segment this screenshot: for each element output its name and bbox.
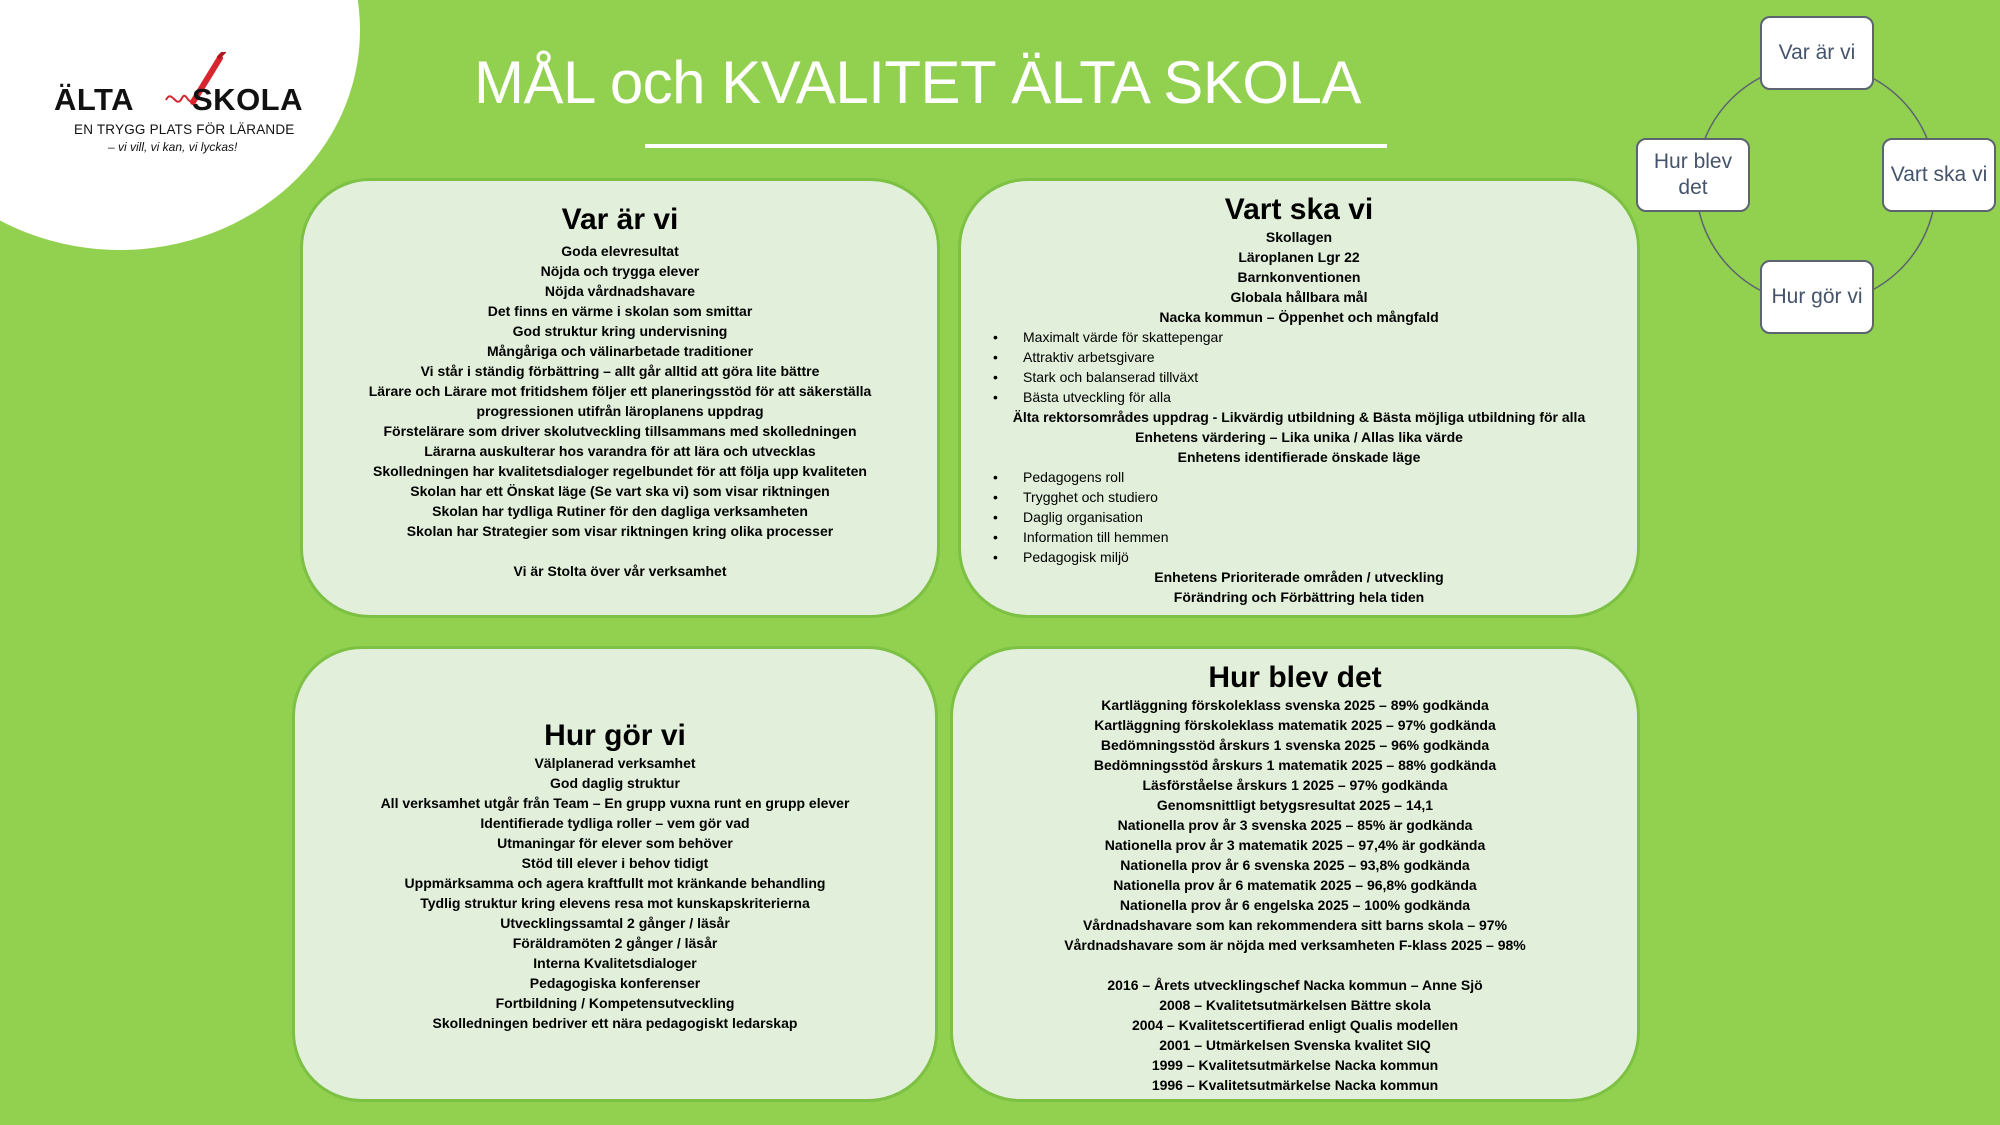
list-item: Skolan har Strategier som visar riktningen kring olika processer	[406, 523, 834, 539]
page-title-prefix: MÅL och KVALITET	[474, 49, 1012, 116]
list-item: Föräldramöten 2 gånger / läsår	[512, 935, 718, 951]
cycle-node-vart-ska-vi: Vart ska vi	[1882, 138, 1996, 212]
card-lines	[961, 227, 1637, 327]
list-item: Utvecklingssamtal 2 gånger / läsår	[500, 915, 730, 931]
result-item: Bedömningsstöd årskurs 1 svenska 2025 – 96% godkända	[1100, 737, 1490, 753]
list-item: Identifierade tydliga roller – vem gör vad	[480, 815, 750, 831]
logo-right-word: SKOLA	[192, 82, 303, 117]
award-item: 2016 – Årets utvecklingschef Nacka kommun – Anne Sjö	[1107, 977, 1483, 993]
result-item: Vårdnadshavare som kan rekommendera sitt barns skola – 97%	[1082, 917, 1508, 933]
list-item: Globala hållbara mål	[1230, 289, 1368, 305]
list-item: Nöjda och trygga elever	[540, 263, 700, 279]
list-item: Skollagen	[1265, 229, 1333, 245]
list-item: Enhetens identifierade önskade läge	[1177, 449, 1421, 465]
list-item: Förstelärare som driver skolutveckling tillsammans med skolledningen	[383, 423, 857, 439]
card-heading: Var är vi	[561, 203, 679, 236]
award-item: 2008 – Kvalitetsutmärkelsen Bättre skola	[1159, 997, 1431, 1013]
card-lines	[961, 407, 1637, 467]
list-item: Nöjda vårdnadshavare	[544, 283, 696, 299]
card-vart-ska-vi	[958, 178, 1640, 618]
cycle-node-hur-gor-vi: Hur gör vi	[1760, 260, 1874, 334]
result-item: Nationella prov år 6 engelska 2025 – 100% godkända	[1119, 897, 1471, 913]
list-item: Pedagogiska konferenser	[529, 975, 701, 991]
card-heading: Vart ska vi	[1224, 193, 1374, 226]
list-item: God struktur kring undervisning	[512, 323, 728, 339]
list-item: Barnkonventionen	[1237, 269, 1361, 285]
spacer	[303, 541, 937, 561]
list-item: Tydlig struktur kring elevens resa mot kunskapskriterierna	[420, 895, 810, 911]
list-item: Skolledningen har kvalitetsdialoger regelbundet för att följa upp kvaliteten	[373, 463, 867, 479]
result-item: Kartläggning förskoleklass svenska 2025 – 89% godkända	[1101, 697, 1489, 713]
list-item: Älta rektorsområdes uppdrag - Likvärdig utbildning & Bästa möjliga utbildning för alla	[1012, 409, 1586, 425]
bullet-item: • Pedagogisk miljö	[1023, 547, 1637, 567]
list-item: Det finns en värme i skolan som smittar	[487, 303, 753, 319]
list-item: Läroplanen Lgr 22	[1238, 249, 1360, 265]
card-var-ar-vi	[300, 178, 940, 618]
list-item: Enhetens värdering – Lika unika / Allas lika värde	[1135, 429, 1463, 445]
result-item: Bedömningsstöd årskurs 1 matematik 2025 – 88% godkända	[1093, 757, 1497, 773]
logo-tagline: EN TRYGG PLATS FÖR LÄRANDE	[74, 122, 295, 137]
closing-statement: Vi är Stolta över vår verksamhet	[513, 563, 727, 579]
logo-left-word: ÄLTA	[54, 82, 135, 117]
result-item: Kartläggning förskoleklass matematik 2025 – 97% godkända	[1094, 717, 1496, 733]
list-item: Enhetens Prioriterade områden / utveckling	[1154, 569, 1444, 585]
list-item: progressionen utifrån läroplanens uppdrag	[476, 403, 764, 419]
list-item: Skolan har tydliga Rutiner för den dagliga verksamheten	[432, 503, 808, 519]
card-lines	[961, 567, 1637, 607]
result-item: Läsförståelse årskurs 1 2025 – 97% godkända	[1142, 777, 1448, 793]
bullet-item: • Pedagogens roll	[1023, 467, 1637, 487]
bullet-item: • Trygghet och studiero	[1023, 487, 1637, 507]
list-item: Förändring och Förbättring hela tiden	[1173, 589, 1425, 605]
result-item: Genomsnittligt betygsresultat 2025 – 14,1	[1156, 797, 1434, 813]
cycle-diagram	[1632, 14, 2000, 344]
list-item: God daglig struktur	[550, 775, 680, 791]
card-lines	[295, 753, 935, 1033]
title-underline	[645, 144, 1387, 148]
logo-motto: – vi vill, vi kan, vi lyckas!	[108, 140, 238, 154]
card-lines	[303, 241, 937, 581]
card-lines	[953, 695, 1637, 1095]
result-item: Nationella prov år 3 matematik 2025 – 97,4% är godkända	[1104, 837, 1486, 853]
list-item: Välplanerad verksamhet	[534, 755, 696, 771]
result-item: Vårdnadshavare som är nöjda med verksamheten F-klass 2025 – 98%	[1064, 937, 1526, 953]
result-item: Nationella prov år 6 svenska 2025 – 93,8% godkända	[1120, 857, 1470, 873]
card-hur-gor-vi	[292, 646, 938, 1102]
bullet-list	[961, 467, 1637, 567]
list-item: Fortbildning / Kompetensutveckling	[495, 995, 735, 1011]
school-logo	[52, 52, 312, 162]
spacer	[953, 955, 1637, 975]
page-title	[474, 48, 1361, 117]
list-item: Stöd till elever i behov tidigt	[521, 855, 709, 871]
card-heading: Hur blev det	[1208, 661, 1382, 694]
result-item: Nationella prov år 6 matematik 2025 – 96,8% godkända	[1113, 877, 1477, 893]
list-item: Utmaningar för elever som behöver	[497, 835, 733, 851]
cycle-node-hur-blev-det: Hur blev det	[1636, 138, 1750, 212]
list-item: Skolan har ett Önskat läge (Se vart ska vi) som visar riktningen	[410, 483, 830, 499]
card-heading: Hur gör vi	[544, 719, 686, 752]
bullet-item: • Maximalt värde för skattepengar	[1023, 327, 1637, 347]
list-item: Skolledningen bedriver ett nära pedagogiskt ledarskap	[432, 1015, 798, 1031]
bullet-item: • Information till hemmen	[1023, 527, 1637, 547]
list-item: Uppmärksamma och agera kraftfullt mot kränkande behandling	[404, 875, 826, 891]
list-item: Lärarna auskulterar hos varandra för att lära och utvecklas	[424, 443, 816, 459]
award-item: 2001 – Utmärkelsen Svenska kvalitet SIQ	[1159, 1037, 1431, 1053]
list-item: Lärare och Lärare mot fritidshem följer ett planeringsstöd för att säkerställa	[368, 383, 872, 399]
bullet-list	[961, 327, 1637, 407]
list-item: All verksamhet utgår från Team – En grupp vuxna runt en grupp elever	[380, 795, 850, 811]
bullet-item: • Bästa utveckling för alla	[1023, 387, 1637, 407]
list-item: Vi står i ständig förbättring – allt går alltid att göra lite bättre	[420, 363, 820, 379]
list-item: Nacka kommun – Öppenhet och mångfald	[1159, 309, 1439, 325]
bullet-item: • Daglig organisation	[1023, 507, 1637, 527]
list-item: Mångåriga och välinarbetade traditioner	[486, 343, 754, 359]
list-item: Goda elevresultat	[561, 243, 679, 259]
list-item: Interna Kvalitetsdialoger	[533, 955, 697, 971]
award-item: 1999 – Kvalitetsutmärkelse Nacka kommun	[1151, 1057, 1439, 1073]
award-item: 1996 – Kvalitetsutmärkelse Nacka kommun	[1151, 1077, 1439, 1093]
result-item: Nationella prov år 3 svenska 2025 – 85% är godkända	[1117, 817, 1473, 833]
card-hur-blev-det	[950, 646, 1640, 1102]
award-item: 2004 – Kvalitetscertifierad enligt Qualis modellen	[1131, 1017, 1458, 1033]
bullet-item: • Attraktiv arbetsgivare	[1023, 347, 1637, 367]
page-title-school: ÄLTA SKOLA	[1011, 49, 1361, 116]
cycle-node-var-ar-vi: Var är vi	[1760, 16, 1874, 90]
bullet-item: • Stark och balanserad tillväxt	[1023, 367, 1637, 387]
